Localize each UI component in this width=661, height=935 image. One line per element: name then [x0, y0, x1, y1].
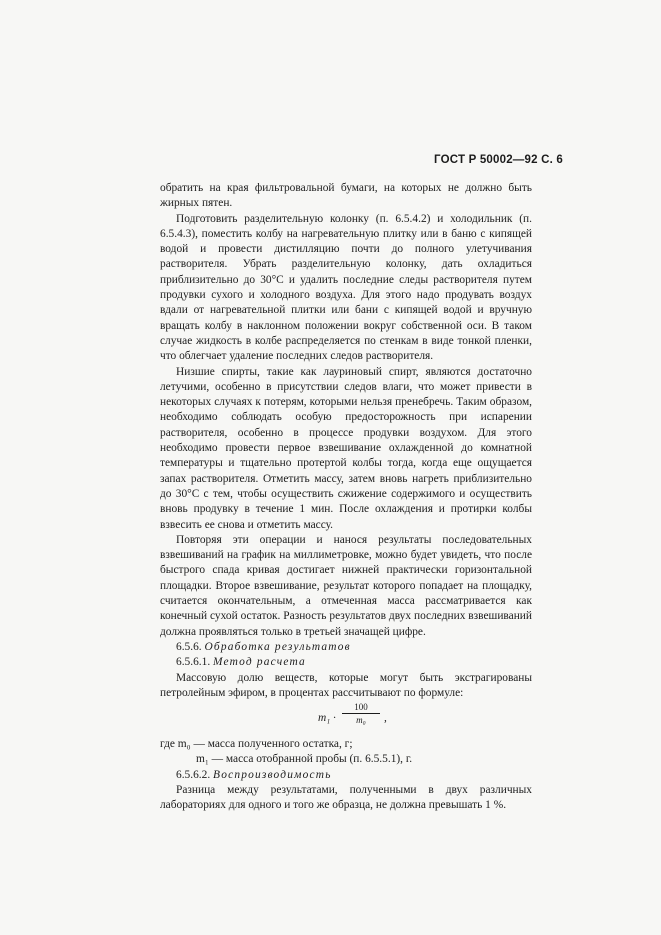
section-heading-6561: [160, 655, 532, 670]
section-heading-656: [160, 640, 532, 655]
formula-comma: ,: [384, 712, 387, 725]
paragraph: Подготовить разделительную колонку (п. 6.5.4.2) и холодильник (п. 6.5.4.3), поместить колбу на нагревательную плитку или в баню с кипящей водой и провести дистилляцию почти до полного улетучивания растворителя. Убрать разделительную колонку, дать охладиться приблизительно до 30°С и удалить последние следы растворителя путем продувки сухого и холодного воздуха. Для этого надо продувать воздух вдали от нагревательной плитки или бани с кипящей водой и вручную вращать колбу в наклонном положении вокруг собственной оси. В таком случае жидкость в колбе распределяется по стенкам в виде тонкой пленки, что облегчает удаление последних следов растворителя.: [160, 212, 532, 363]
section-number: 6.5.6.2.: [176, 768, 211, 781]
section-title: Обработка результатов: [204, 640, 351, 653]
section-title: Метод расчета: [213, 656, 306, 669]
section-number: 6.5.6.1.: [176, 656, 211, 669]
paragraph: Низшие спирты, такие как лауриновый спирт, являются достаточно летучими, особенно в присутствии следов влаги, что может привести в некоторых случаях к потерям, которыми нельзя пренебречь. Таким образом, необходимо соблюдать особую предосторожность при испарении растворителя, особенно в процессе продувки воздухом. Для этого необходимо провести первое взвешивание охлажденной до комнатной температуры и тщательно протертой колбы тогда, когда еще ощущается запах растворителя. Отметить массу, затем вновь нагреть приблизительно до 30°С с тем, чтобы осуществить сжижение содержимого и осуществить вновь продувку в течение 1 мин. После охлаждения и протирки колбы взвесить ее снова и отметить массу.: [160, 365, 532, 531]
paragraph: обратить на края фильтровальной бумаги, на которых не должно быть жирных пятен.: [160, 182, 532, 210]
legend-row: m₁ — масса отобранной пробы (п. 6.5.5.1), г.: [196, 753, 413, 766]
formula-legend: [160, 737, 532, 768]
page-header: ГОСТ Р 50002—92 С. 6: [434, 154, 563, 166]
paragraph: Массовую долю веществ, которые могут быть экстрагированы петролейным эфиром, в процентах рассчитывают по формуле:: [160, 671, 532, 699]
formula-denominator: m₀: [356, 715, 366, 726]
legend-row: где m₀ — масса полученного остатка, г;: [160, 738, 353, 751]
formula-fraction: [342, 701, 380, 726]
section-title: Воспроизводимость: [213, 768, 332, 781]
paragraph: Повторяя эти операции и нанося результаты последовательных взвешиваний на график на миллиметровке, можно будет увидеть, что после быстрого спада кривая достигает нижней практически горизонтальной площадки. Второе взвешивание, результат которого попадает на площадку, считается окончательным, а отмеченная масса рассматривается как конечный сухой остаток. Разность результатов двух последних взвешиваний должна проявляться только в третьей значащей цифре.: [160, 533, 532, 638]
section-heading-6562: [160, 768, 532, 783]
document-body: [160, 181, 532, 814]
paragraph: Разница между результатами, полученными в двух различных лабораториях для одного и того же образца, не должна превышать 1 %.: [160, 783, 532, 812]
formula-numerator: 100: [342, 701, 380, 714]
section-number: 6.5.6.: [176, 640, 202, 653]
formula-m1: m₁ ·: [318, 712, 336, 725]
formula: [160, 701, 532, 737]
